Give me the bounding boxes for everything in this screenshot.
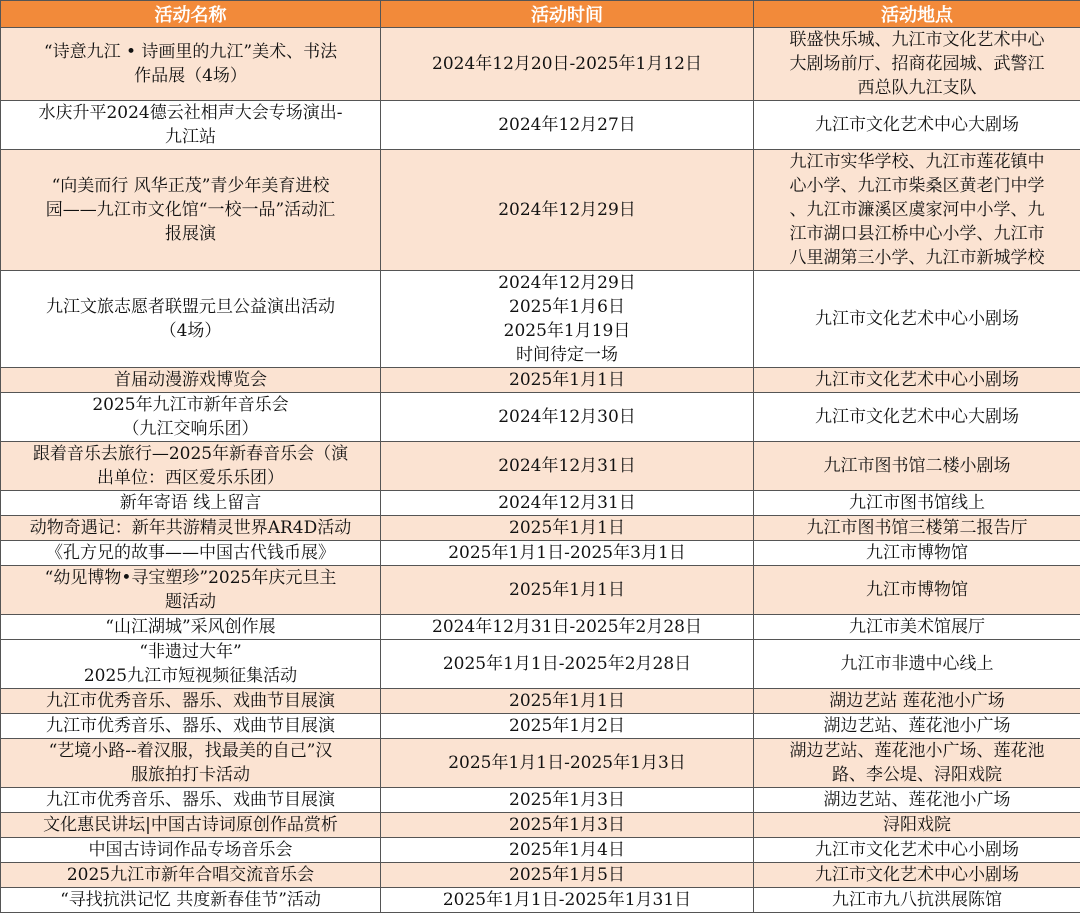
activity-time-cell: 2024年12月29日	[381, 150, 754, 271]
activity-time-cell: 2024年12月20日-2025年1月12日	[381, 28, 754, 101]
activity-place-cell: 九江市文化艺术中心小剧场	[754, 271, 1080, 368]
activity-name-cell: “向美而行 风华正茂”青少年美育进校 园——九江市文化馆“一校一品”活动汇 报展演	[1, 150, 381, 271]
activity-place-cell: 九江市文化艺术中心小剧场	[754, 863, 1080, 888]
activity-place-cell: 湖边艺站、莲花池小广场、莲花池 路、李公堤、浔阳戏院	[754, 739, 1080, 788]
activity-name-cell: 中国古诗词作品专场音乐会	[1, 838, 381, 863]
activity-place-cell: 九江市文化艺术中心小剧场	[754, 838, 1080, 863]
activity-name-cell: “幼见博物•寻宝塑珍”2025年庆元旦主 题活动	[1, 566, 381, 615]
table-row	[1, 615, 1080, 640]
activity-name-cell: “诗意九江 • 诗画里的九江”美术、书法 作品展（4场）	[1, 28, 381, 101]
activity-place-cell: 湖边艺站、莲花池小广场	[754, 788, 1080, 813]
activity-time-cell: 2025年1月2日	[381, 714, 754, 739]
activity-name-cell: “寻找抗洪记忆 共度新春佳节”活动	[1, 888, 381, 913]
activity-time-cell: 2024年12月31日	[381, 442, 754, 491]
activity-time-cell: 2025年1月1日-2025年3月1日	[381, 541, 754, 566]
activity-time-cell: 2025年1月1日	[381, 566, 754, 615]
activity-time-cell: 2025年1月1日	[381, 516, 754, 541]
table-row	[1, 516, 1080, 541]
table-row	[1, 101, 1080, 150]
table-row	[1, 838, 1080, 863]
activity-name-cell: 九江市优秀音乐、器乐、戏曲节目展演	[1, 714, 381, 739]
activity-place-cell: 九江市图书馆线上	[754, 491, 1080, 516]
activity-name-cell: 九江市优秀音乐、器乐、戏曲节目展演	[1, 689, 381, 714]
header-row	[1, 1, 1080, 28]
table-row	[1, 271, 1080, 368]
table-row	[1, 714, 1080, 739]
table-row	[1, 442, 1080, 491]
activity-place-cell: 浔阳戏院	[754, 813, 1080, 838]
activity-time-cell: 2025年1月1日-2025年1月31日	[381, 888, 754, 913]
activity-time-cell: 2025年1月5日	[381, 863, 754, 888]
activity-place-cell: 九江市文化艺术中心大剧场	[754, 393, 1080, 442]
table-row	[1, 150, 1080, 271]
activity-name-cell: “非遗过大年” 2025九江市短视频征集活动	[1, 640, 381, 689]
table-row	[1, 393, 1080, 442]
activity-place-cell: 九江市文化艺术中心大剧场	[754, 101, 1080, 150]
table-row	[1, 863, 1080, 888]
activity-place-cell: 九江市文化艺术中心小剧场	[754, 368, 1080, 393]
activity-name-cell: 跟着音乐去旅行—2025年新春音乐会（演 出单位：西区爱乐乐团）	[1, 442, 381, 491]
activity-place-cell: 九江市九八抗洪展陈馆	[754, 888, 1080, 913]
activity-name-cell: 2025年九江市新年音乐会 （九江交响乐团）	[1, 393, 381, 442]
activity-name-cell: 文化惠民讲坛|中国古诗词原创作品赏析	[1, 813, 381, 838]
activity-name-cell: 九江市优秀音乐、器乐、戏曲节目展演	[1, 788, 381, 813]
activity-name-cell: “山江湖城”采风创作展	[1, 615, 381, 640]
activity-name-cell: 首届动漫游戏博览会	[1, 368, 381, 393]
activity-name-cell: 动物奇遇记：新年共游精灵世界AR4D活动	[1, 516, 381, 541]
header-activity-time: 活动时间	[381, 1, 754, 28]
activity-time-cell: 2025年1月4日	[381, 838, 754, 863]
activity-place-cell: 湖边艺站 莲花池小广场	[754, 689, 1080, 714]
activity-name-cell: 新年寄语 线上留言	[1, 491, 381, 516]
activity-time-cell: 2025年1月1日-2025年2月28日	[381, 640, 754, 689]
activity-time-cell: 2025年1月1日	[381, 368, 754, 393]
activity-place-cell: 九江市博物馆	[754, 541, 1080, 566]
activity-place-cell: 湖边艺站、莲花池小广场	[754, 714, 1080, 739]
activity-name-cell: 2025九江市新年合唱交流音乐会	[1, 863, 381, 888]
activity-time-cell: 2025年1月3日	[381, 813, 754, 838]
table-row	[1, 813, 1080, 838]
activity-time-cell: 2024年12月29日 2025年1月6日 2025年1月19日 时间待定一场	[381, 271, 754, 368]
activity-name-cell: “艺境小路--着汉服，找最美的自己”汉 服旅拍打卡活动	[1, 739, 381, 788]
activity-time-cell: 2025年1月1日-2025年1月3日	[381, 739, 754, 788]
activity-place-cell: 九江市博物馆	[754, 566, 1080, 615]
activity-time-cell: 2025年1月3日	[381, 788, 754, 813]
activity-time-cell: 2025年1月1日	[381, 689, 754, 714]
table-row	[1, 541, 1080, 566]
table-row	[1, 788, 1080, 813]
activity-time-cell: 2024年12月31日-2025年2月28日	[381, 615, 754, 640]
table-row	[1, 739, 1080, 788]
activity-place-cell: 九江市实华学校、九江市莲花镇中 心小学、九江市柴桑区黄老门中学 、九江市濂溪区虞家河中小学、九 江市湖口县江桥中心小学、九江市 八里湖第三小学、九江市新城学校	[754, 150, 1080, 271]
activity-place-cell: 九江市图书馆三楼第二报告厅	[754, 516, 1080, 541]
activity-name-cell: 水庆升平2024德云社相声大会专场演出- 九江站	[1, 101, 381, 150]
activity-time-cell: 2024年12月31日	[381, 491, 754, 516]
activity-place-cell: 九江市美术馆展厅	[754, 615, 1080, 640]
activity-place-cell: 九江市图书馆二楼小剧场	[754, 442, 1080, 491]
table-body	[1, 28, 1080, 913]
table-row	[1, 28, 1080, 101]
table-row	[1, 566, 1080, 615]
activity-time-cell: 2024年12月27日	[381, 101, 754, 150]
activity-time-cell: 2024年12月30日	[381, 393, 754, 442]
activity-name-cell: 《孔方兄的故事——中国古代钱币展》	[1, 541, 381, 566]
header-activity-place: 活动地点	[754, 1, 1080, 28]
header-activity-name: 活动名称	[1, 1, 381, 28]
activity-name-cell: 九江文旅志愿者联盟元旦公益演出活动 （4场）	[1, 271, 381, 368]
activity-place-cell: 九江市非遗中心线上	[754, 640, 1080, 689]
activity-place-cell: 联盛快乐城、九江市文化艺术中心 大剧场前厅、招商花园城、武警江 西总队九江支队	[754, 28, 1080, 101]
table-row	[1, 689, 1080, 714]
table-row	[1, 491, 1080, 516]
table-row	[1, 368, 1080, 393]
table-row	[1, 640, 1080, 689]
